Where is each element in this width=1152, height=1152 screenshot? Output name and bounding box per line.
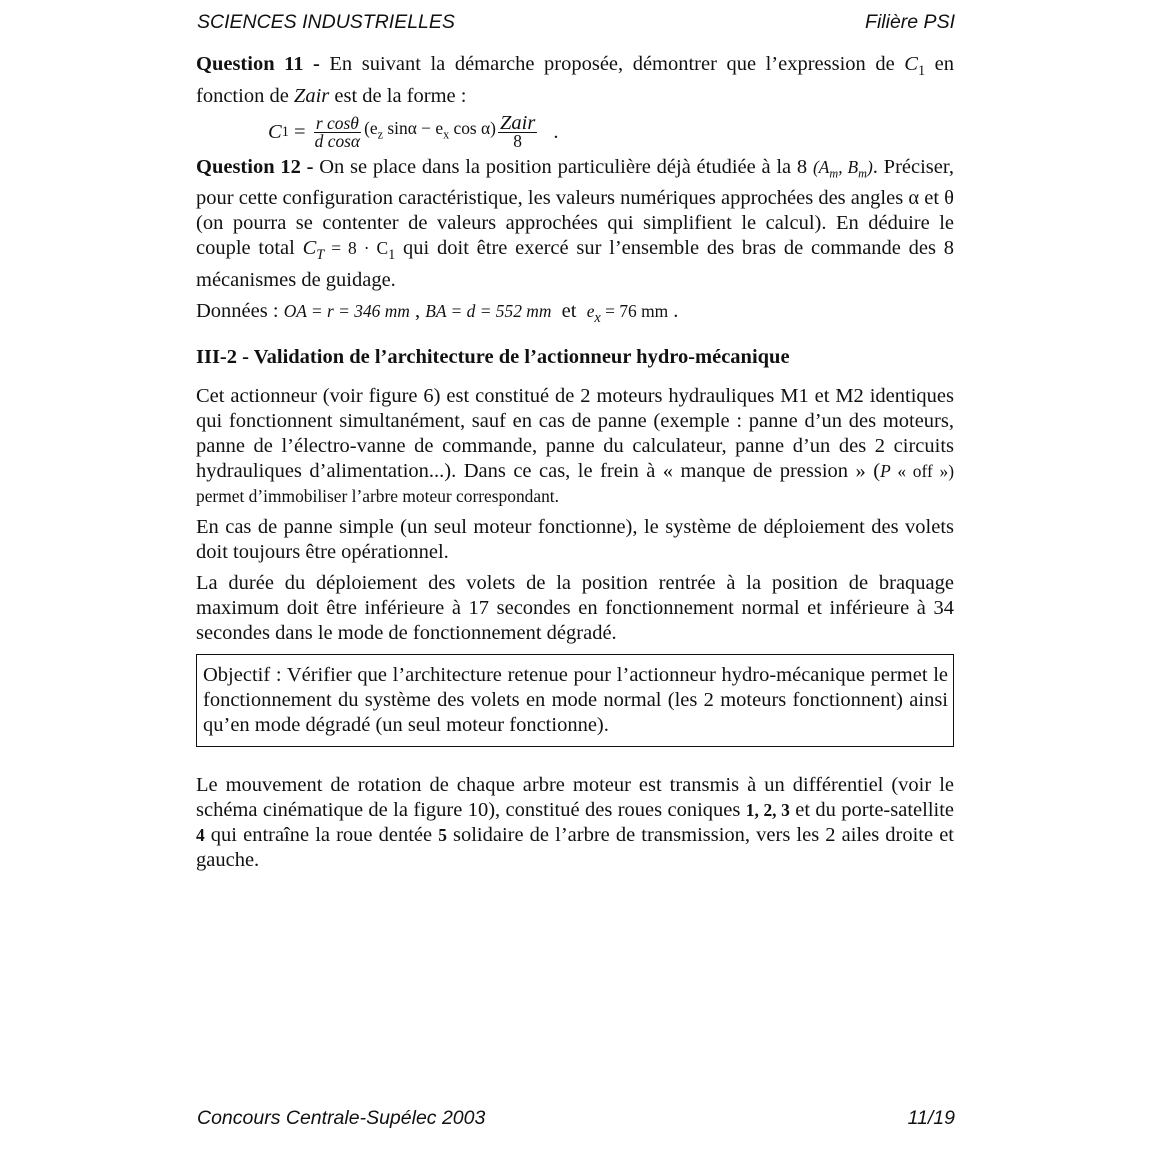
formula-lhs-sub: 1 bbox=[281, 123, 289, 140]
formula-lhs: C bbox=[268, 120, 282, 143]
pos-b: , B bbox=[838, 157, 859, 178]
section-title: III-2 - Validation de l’architecture de l’actionneur hydro-mécanique bbox=[196, 346, 790, 369]
page-header bbox=[197, 11, 955, 34]
para4-part-4: 4 bbox=[196, 825, 205, 846]
fraction-1-numerator: r cosθ bbox=[315, 112, 359, 133]
para4-text-d: solidaire de l’arbre de transmission, vers les 2 ailes droite et gauche. bbox=[196, 824, 954, 872]
question-12 bbox=[196, 155, 954, 293]
para4-text-c: qui entraîne la roue dentée bbox=[204, 824, 439, 847]
objective-box bbox=[196, 654, 954, 747]
para4-text-b: et du porte-satellite bbox=[789, 799, 955, 822]
donnees-label: Données : bbox=[196, 300, 284, 323]
fraction-1 bbox=[313, 112, 362, 151]
q12-text-a: On se place dans la position particulière déjà étudiée à la 8 bbox=[313, 156, 813, 179]
q12-text-d: qui doit être exercé sur l’ensemble des bras de commande des 8 mécanismes de guidage. bbox=[196, 237, 954, 292]
q11-text: En suivant la démarche proposée, démontrer que l’expression de bbox=[319, 53, 905, 75]
footer-exam: Concours Centrale-Supélec 2003 bbox=[197, 1107, 486, 1129]
donnees bbox=[196, 299, 954, 331]
position-am-bm bbox=[812, 157, 873, 181]
footer-page-number: 11/19 bbox=[907, 1107, 955, 1129]
formula-middle bbox=[364, 116, 496, 147]
c1-symbol: C bbox=[904, 53, 918, 75]
paragraph-3: La durée du déploiement des volets de la position rentrée à la position de braquage maximum doit être inférieure à 17 secondes en fonctionnement normal et inférieure à 34 secondes dans le mode de fonctionnement dégradé. bbox=[196, 572, 954, 645]
header-subject: SCIENCES INDUSTRIELLES bbox=[197, 11, 455, 33]
ex-subscript: x bbox=[443, 127, 450, 142]
formula-cos: cos α) bbox=[449, 118, 496, 139]
formula-c1 bbox=[268, 111, 954, 151]
donnees-end: . bbox=[668, 300, 679, 323]
c1-subscript: 1 bbox=[917, 63, 926, 80]
formula-eq: = bbox=[288, 120, 311, 143]
page-content bbox=[196, 52, 954, 879]
ct-c1-subscript: 1 bbox=[388, 247, 396, 264]
paragraph-1 bbox=[196, 384, 954, 509]
header-track: Filière PSI bbox=[865, 11, 955, 33]
question-11-label: Question 11 - bbox=[196, 53, 320, 75]
donnees-oa: OA = r = 346 mm bbox=[283, 301, 410, 322]
ct-equation: = 8 · C bbox=[324, 238, 389, 259]
para4-part-5: 5 bbox=[438, 825, 447, 846]
fraction-2 bbox=[498, 111, 537, 151]
q11-text-c: est de la forme : bbox=[329, 85, 467, 108]
donnees-et: et bbox=[551, 300, 587, 323]
para1-text-b: « off ») permet d’immobiliser l’arbre moteur correspondant. bbox=[196, 461, 954, 507]
ct-symbol: C bbox=[302, 237, 317, 260]
question-12-label: Question 12 - bbox=[196, 156, 314, 179]
ez-subscript: z bbox=[377, 127, 384, 142]
zair-symbol: Zair bbox=[293, 85, 330, 108]
objective-text: Objectif : Vérifier que l’architecture retenue pour l’actionneur hydro-mécanique permet le fonctionnement du système des volets en mode normal (les 2 moteurs fonctionnent) ainsi qu’en mode dégradé (un seul moteur fonctionne). bbox=[203, 664, 948, 737]
pos-end: ) bbox=[866, 157, 873, 178]
q12-et: et bbox=[919, 187, 945, 210]
pos-a-sub: m bbox=[829, 166, 839, 181]
alpha-symbol: α bbox=[908, 187, 920, 210]
donnees-ba: BA = d = 552 mm bbox=[425, 301, 552, 322]
paragraph-4 bbox=[196, 773, 954, 873]
question-11 bbox=[196, 52, 954, 109]
ct-subscript: T bbox=[316, 247, 325, 264]
para1-text-a: Cet actionneur (voir figure 6) est constitué de 2 moteurs hydrauliques M1 et M2 identiques qui fonctionnent simultanément, sauf en cas de panne (exemple : panne d’un des moteurs, panne de l’électro-vanne de commande, panne du calculateur, panne d’un des 2 circuits hydrauliques d’alimentation...). Dans ce cas, le frein à « manque de pression » ( bbox=[196, 385, 954, 483]
donnees-ex: e bbox=[586, 301, 595, 322]
paragraph-2: En cas de panne simple (un seul moteur fonctionne), le système de déploiement des volets doit toujours être opérationnel. bbox=[196, 516, 954, 564]
donnees-sep: , bbox=[409, 300, 426, 323]
pos-a: (A bbox=[812, 157, 830, 178]
donnees-ex-sub: x bbox=[594, 310, 601, 327]
fraction-2-numerator: Zair bbox=[499, 111, 536, 134]
q12-text-b: . Préciser, pour cette configuration caractéristique, les valeurs numériques approchées des angles bbox=[196, 156, 954, 210]
formula-paren: (e bbox=[364, 118, 378, 139]
page-footer bbox=[197, 1107, 955, 1130]
para1-p-symbol: P bbox=[880, 461, 891, 482]
para4-parts: 1, 2, 3 bbox=[745, 800, 790, 821]
donnees-ex-val: = 76 mm bbox=[600, 301, 669, 322]
pos-b-sub: m bbox=[858, 166, 867, 181]
theta-symbol: θ bbox=[944, 187, 954, 210]
para4-text-a: Le mouvement de rotation de chaque arbre moteur est transmis à un différentiel (voir le schéma cinématique de la figure 10), constitué des roues coniques bbox=[196, 774, 954, 822]
fraction-2-denominator: 8 bbox=[513, 130, 522, 151]
fraction-1-denominator: d cosα bbox=[314, 130, 361, 151]
q11-text-b: en fonction de bbox=[196, 53, 954, 108]
formula-sin: sinα − e bbox=[383, 118, 444, 139]
formula-end: . bbox=[553, 120, 559, 143]
q12-text-c: (on pourra se contenter de valeurs approchées qui simplifient le calcul). En déduire le couple total bbox=[196, 212, 954, 260]
